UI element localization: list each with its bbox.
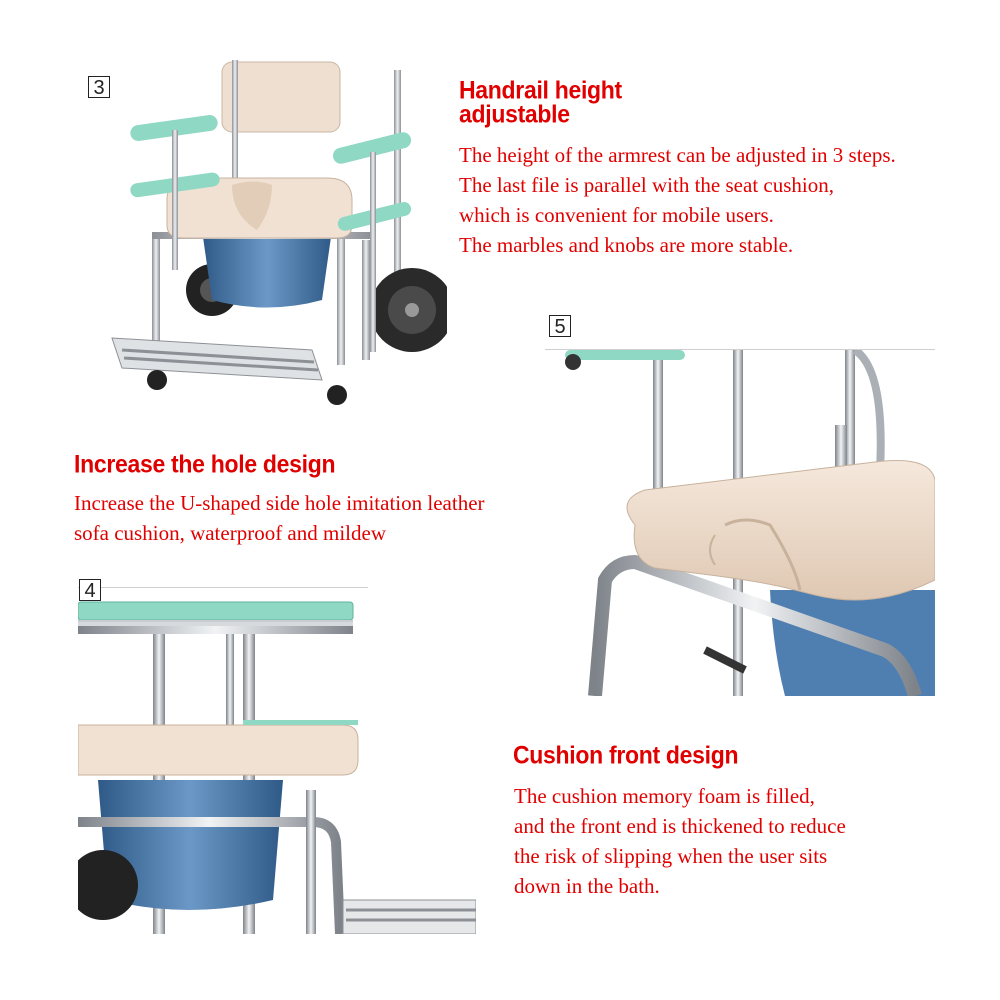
photo-panel-4 — [78, 600, 476, 934]
hole-line-1: Increase the U-shaped side hole imitation leather — [74, 491, 485, 515]
handrail-heading — [459, 75, 622, 128]
cushion-design-heading: Cushion front design — [513, 740, 739, 769]
handrail-heading-line-1: Handrail height — [459, 75, 622, 104]
cushion-line-1: The cushion memory foam is filled, — [514, 784, 815, 808]
armrest-side-view-illustration — [78, 600, 476, 934]
handrail-description — [459, 140, 896, 260]
handrail-line-3: which is convenient for mobile users. — [459, 203, 774, 227]
hole-design-description — [74, 488, 485, 548]
photo-panel-3 — [82, 60, 447, 408]
cushion-line-2: and the front end is thickened to reduce — [514, 814, 846, 838]
handrail-line-2: The last file is parallel with the seat cushion, — [459, 173, 834, 197]
hole-design-heading: Increase the hole design — [74, 449, 336, 478]
panel-4-number-badge: 4 — [79, 579, 101, 601]
hole-line-2: sofa cushion, waterproof and mildew — [74, 521, 386, 545]
commode-chair-illustration — [82, 60, 447, 408]
cushion-line-3: the risk of slipping when the user sits — [514, 844, 828, 868]
handrail-line-1: The height of the armrest can be adjusted in 3 steps. — [459, 143, 896, 167]
panel-5-number-badge: 5 — [549, 315, 571, 337]
panel-4-top-border — [78, 587, 368, 588]
handrail-line-4: The marbles and knobs are more stable. — [459, 233, 794, 257]
handrail-heading-line-2: adjustable — [459, 99, 570, 128]
photo-panel-5 — [545, 350, 935, 696]
cushion-line-4: down in the bath. — [514, 874, 660, 898]
cushion-design-description — [514, 781, 846, 901]
panel-3-number-badge: 3 — [88, 76, 110, 98]
seat-closeup-illustration — [545, 350, 935, 696]
